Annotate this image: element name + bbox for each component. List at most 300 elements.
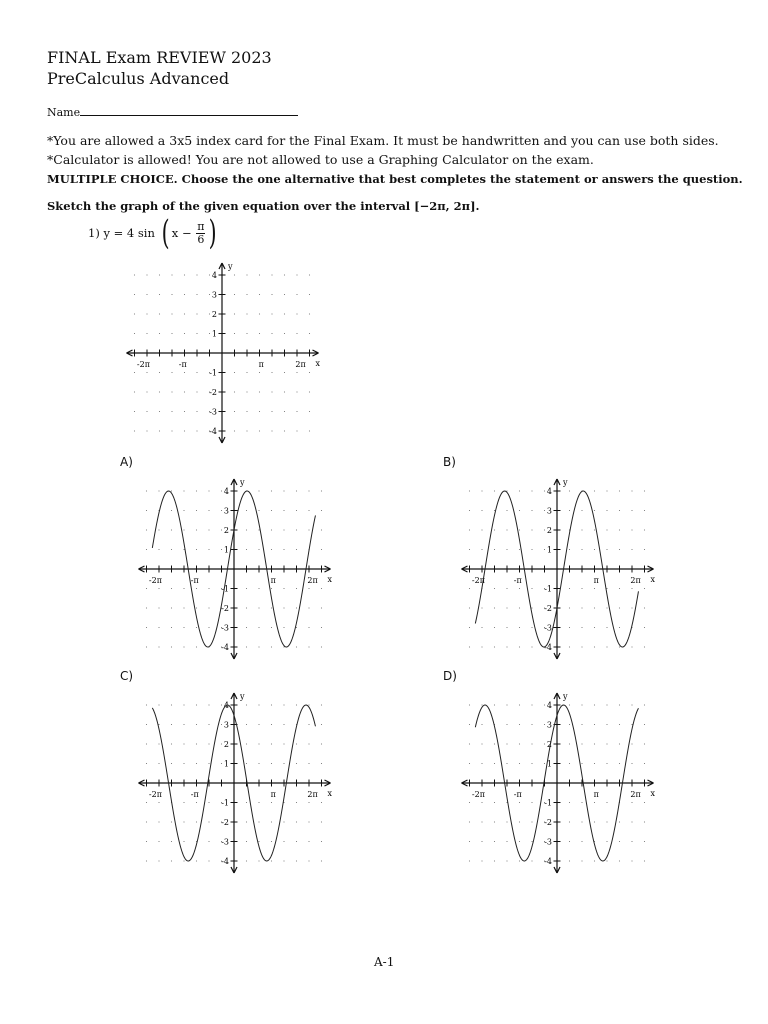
grid-dot xyxy=(519,841,520,842)
grid-dot xyxy=(208,588,209,589)
grid-dot xyxy=(569,821,570,822)
y-tick-label: -2 xyxy=(221,604,229,613)
grid-dot xyxy=(271,841,272,842)
x-tick-label: -2π xyxy=(148,790,162,799)
grid-dot xyxy=(321,510,322,511)
grid-dot xyxy=(469,763,470,764)
grid-dot xyxy=(296,294,297,295)
y-tick-label: -3 xyxy=(544,837,552,847)
grid-dot xyxy=(284,294,285,295)
y-tick-label: -3 xyxy=(221,623,229,633)
grid-dot xyxy=(481,841,482,842)
grid-dot xyxy=(258,743,259,744)
grid-dot xyxy=(619,588,620,589)
x-tick-label: -2π xyxy=(471,790,485,799)
grid-dot xyxy=(321,763,322,764)
grid-dot xyxy=(208,763,209,764)
grid-dot xyxy=(209,313,210,314)
grid-dot xyxy=(259,430,260,431)
fraction-denominator: 6 xyxy=(197,232,205,246)
option-c-graph[interactable] xyxy=(130,684,340,904)
option-c-label[interactable]: C) xyxy=(120,669,134,683)
grid-dot xyxy=(519,529,520,530)
grid-dot xyxy=(469,821,470,822)
name-field[interactable] xyxy=(80,104,298,116)
grid-dot xyxy=(481,510,482,511)
grid-dot xyxy=(506,724,507,725)
grid-dot xyxy=(159,372,160,373)
grid-dot xyxy=(631,704,632,705)
grid-dot xyxy=(494,841,495,842)
grid-dot xyxy=(271,802,272,803)
equation-lhs: y = 4 sin xyxy=(103,226,155,240)
blank-graph[interactable] xyxy=(120,257,320,457)
grid-dot xyxy=(296,627,297,628)
grid-dot xyxy=(208,490,209,491)
grid-dot xyxy=(569,627,570,628)
grid-dot xyxy=(321,549,322,550)
grid-dot xyxy=(221,529,222,530)
grid-dot xyxy=(221,549,222,550)
grid-dot xyxy=(183,646,184,647)
grid-dot xyxy=(146,333,147,334)
grid-dot xyxy=(221,490,222,491)
grid-dot xyxy=(481,529,482,530)
option-b-graph[interactable] xyxy=(453,470,663,690)
y-tick-label: -1 xyxy=(209,368,217,378)
y-tick-label: 4 xyxy=(223,487,229,496)
grid-dot xyxy=(644,841,645,842)
grid-dot xyxy=(308,490,309,491)
grid-dot xyxy=(246,274,247,275)
grid-dot xyxy=(271,607,272,608)
grid-dot xyxy=(246,411,247,412)
grid-dot xyxy=(284,411,285,412)
grid-dot xyxy=(146,391,147,392)
y-tick-label: -4 xyxy=(221,857,229,866)
grid-dot xyxy=(606,627,607,628)
grid-dot xyxy=(158,607,159,608)
x-tick-label: -π xyxy=(513,790,522,799)
grid-dot xyxy=(196,510,197,511)
y-tick-label: 3 xyxy=(223,720,229,730)
grid-dot xyxy=(146,607,147,608)
grid-dot xyxy=(196,529,197,530)
grid-dot xyxy=(296,646,297,647)
grid-dot xyxy=(606,743,607,744)
grid-dot xyxy=(271,724,272,725)
grid-dot xyxy=(134,391,135,392)
grid-dot xyxy=(271,821,272,822)
grid-dot xyxy=(183,490,184,491)
grid-dot xyxy=(519,802,520,803)
grid-dot xyxy=(581,549,582,550)
grid-dot xyxy=(221,704,222,705)
grid-dot xyxy=(134,313,135,314)
grid-dot xyxy=(531,724,532,725)
grid-dot xyxy=(283,743,284,744)
fraction xyxy=(196,221,205,246)
grid-dot xyxy=(594,588,595,589)
page-title: FINAL Exam REVIEW 2023 xyxy=(47,48,272,67)
grid-dot xyxy=(531,549,532,550)
grid-dot xyxy=(594,860,595,861)
grid-dot xyxy=(259,294,260,295)
x-tick-label: π xyxy=(270,790,276,799)
y-tick-label: 2 xyxy=(211,310,217,319)
grid-dot xyxy=(196,802,197,803)
grid-dot xyxy=(271,763,272,764)
grid-dot xyxy=(469,860,470,861)
grid-dot xyxy=(283,763,284,764)
grid-dot xyxy=(246,802,247,803)
grid-dot xyxy=(171,529,172,530)
grid-dot xyxy=(171,588,172,589)
grid-dot xyxy=(183,607,184,608)
grid-dot xyxy=(531,802,532,803)
y-tick-label: 1 xyxy=(546,545,552,555)
grid-dot xyxy=(283,510,284,511)
y-tick-label: 4 xyxy=(546,701,552,710)
grid-dot xyxy=(619,743,620,744)
grid-dot xyxy=(321,607,322,608)
grid-dot xyxy=(234,294,235,295)
grid-dot xyxy=(296,313,297,314)
grid-dot xyxy=(146,274,147,275)
grid-dot xyxy=(321,802,322,803)
grid-dot xyxy=(246,704,247,705)
grid-dot xyxy=(234,430,235,431)
grid-dot xyxy=(196,821,197,822)
grid-dot xyxy=(494,588,495,589)
grid-dot xyxy=(146,841,147,842)
grid-dot xyxy=(644,607,645,608)
grid-dot xyxy=(283,860,284,861)
grid-dot xyxy=(171,430,172,431)
grid-dot xyxy=(631,860,632,861)
grid-dot xyxy=(158,588,159,589)
grid-dot xyxy=(481,763,482,764)
grid-dot xyxy=(631,743,632,744)
grid-dot xyxy=(569,704,570,705)
grid-dot xyxy=(246,841,247,842)
grid-dot xyxy=(246,529,247,530)
grid-dot xyxy=(208,549,209,550)
grid-dot xyxy=(581,743,582,744)
grid-dot xyxy=(271,333,272,334)
grid-dot xyxy=(544,763,545,764)
grid-dot xyxy=(146,313,147,314)
grid-dot xyxy=(296,372,297,373)
grid-dot xyxy=(146,860,147,861)
y-tick-label: -2 xyxy=(544,604,552,613)
grid-dot xyxy=(544,529,545,530)
grid-dot xyxy=(519,724,520,725)
y-tick-label: 3 xyxy=(546,506,552,516)
grid-dot xyxy=(506,704,507,705)
grid-dot xyxy=(271,743,272,744)
grid-dot xyxy=(544,510,545,511)
grid-dot xyxy=(258,510,259,511)
grid-dot xyxy=(208,802,209,803)
x-tick-label: -π xyxy=(190,576,199,585)
grid-dot xyxy=(258,627,259,628)
grid-dot xyxy=(246,821,247,822)
grid-dot xyxy=(506,646,507,647)
grid-dot xyxy=(184,391,185,392)
y-tick-label: 3 xyxy=(211,290,217,300)
grid-dot xyxy=(159,430,160,431)
y-tick-label: 2 xyxy=(223,740,229,749)
grid-dot xyxy=(158,763,159,764)
grid-dot xyxy=(308,704,309,705)
grid-dot xyxy=(321,860,322,861)
x-tick-label: 2π xyxy=(630,576,641,585)
fraction-numerator: π xyxy=(197,219,205,233)
grid-dot xyxy=(494,549,495,550)
grid-dot xyxy=(594,743,595,744)
grid-dot xyxy=(183,704,184,705)
grid-dot xyxy=(284,274,285,275)
grid-dot xyxy=(259,274,260,275)
grid-dot xyxy=(309,333,310,334)
x-tick-label: -π xyxy=(178,360,187,369)
grid-dot xyxy=(234,313,235,314)
grid-dot xyxy=(158,490,159,491)
grid-dot xyxy=(196,372,197,373)
grid-dot xyxy=(171,841,172,842)
grid-dot xyxy=(208,724,209,725)
y-tick-label: -1 xyxy=(221,584,229,594)
grid-dot xyxy=(158,704,159,705)
grid-dot xyxy=(531,607,532,608)
x-axis-label: x xyxy=(650,789,656,798)
grid-dot xyxy=(259,313,260,314)
grid-dot xyxy=(506,627,507,628)
grid-dot xyxy=(481,646,482,647)
grid-dot xyxy=(531,510,532,511)
grid-dot xyxy=(594,510,595,511)
question-equation xyxy=(88,213,220,253)
y-tick-label: 2 xyxy=(223,526,229,535)
grid-dot xyxy=(221,510,222,511)
grid-dot xyxy=(284,372,285,373)
grid-dot xyxy=(594,704,595,705)
grid-dot xyxy=(208,860,209,861)
x-tick-label: 2π xyxy=(307,790,318,799)
grid-dot xyxy=(283,704,284,705)
grid-dot xyxy=(258,646,259,647)
grid-dot xyxy=(581,704,582,705)
grid-dot xyxy=(146,588,147,589)
grid-dot xyxy=(234,411,235,412)
grid-dot xyxy=(619,627,620,628)
grid-dot xyxy=(469,646,470,647)
grid-dot xyxy=(283,627,284,628)
y-tick-label: -3 xyxy=(209,407,217,417)
grid-dot xyxy=(271,588,272,589)
grid-dot xyxy=(283,724,284,725)
grid-dot xyxy=(308,510,309,511)
grid-dot xyxy=(631,763,632,764)
option-b-label[interactable]: B) xyxy=(443,455,456,469)
grid-dot xyxy=(146,372,147,373)
x-tick-label: -2π xyxy=(471,576,485,585)
grid-dot xyxy=(308,841,309,842)
grid-dot xyxy=(183,549,184,550)
grid-dot xyxy=(309,274,310,275)
y-tick-label: -3 xyxy=(544,623,552,633)
grid-dot xyxy=(246,333,247,334)
grid-dot xyxy=(494,646,495,647)
right-paren: ) xyxy=(209,213,218,253)
option-d-label[interactable]: D) xyxy=(443,669,457,683)
grid-dot xyxy=(581,763,582,764)
y-tick-label: 3 xyxy=(223,506,229,516)
grid-dot xyxy=(631,529,632,530)
grid-dot xyxy=(183,860,184,861)
grid-dot xyxy=(146,430,147,431)
y-tick-label: 1 xyxy=(546,759,552,769)
name-field-row xyxy=(47,104,298,119)
grid-dot xyxy=(494,627,495,628)
grid-dot xyxy=(246,391,247,392)
grid-dot xyxy=(481,860,482,861)
grid-dot xyxy=(171,372,172,373)
grid-dot xyxy=(594,821,595,822)
grid-dot xyxy=(146,411,147,412)
grid-dot xyxy=(296,802,297,803)
grid-dot xyxy=(519,588,520,589)
grid-dot xyxy=(309,430,310,431)
grid-dot xyxy=(296,490,297,491)
grid-dot xyxy=(146,646,147,647)
grid-dot xyxy=(581,821,582,822)
grid-dot xyxy=(481,802,482,803)
option-a-graph[interactable] xyxy=(130,470,340,690)
equation-inner: x − xyxy=(171,226,192,240)
grid-dot xyxy=(519,510,520,511)
grid-dot xyxy=(469,627,470,628)
grid-dot xyxy=(531,841,532,842)
grid-dot xyxy=(631,607,632,608)
grid-dot xyxy=(606,588,607,589)
grid-dot xyxy=(631,490,632,491)
grid-dot xyxy=(321,704,322,705)
grid-dot xyxy=(158,860,159,861)
grid-dot xyxy=(234,391,235,392)
grid-dot xyxy=(519,607,520,608)
grid-dot xyxy=(209,274,210,275)
grid-dot xyxy=(283,490,284,491)
x-tick-label: 2π xyxy=(307,576,318,585)
grid-dot xyxy=(171,627,172,628)
grid-dot xyxy=(606,607,607,608)
grid-dot xyxy=(234,372,235,373)
grid-dot xyxy=(234,333,235,334)
grid-dot xyxy=(271,704,272,705)
grid-dot xyxy=(506,743,507,744)
grid-dot xyxy=(321,646,322,647)
option-d-graph[interactable] xyxy=(453,684,663,904)
grid-dot xyxy=(246,549,247,550)
grid-dot xyxy=(258,529,259,530)
question-prompt: Sketch the graph of the given equation over the interval [−2π, 2π]. xyxy=(47,199,480,213)
grid-dot xyxy=(321,588,322,589)
grid-dot xyxy=(506,588,507,589)
grid-dot xyxy=(258,841,259,842)
grid-dot xyxy=(581,588,582,589)
y-tick-label: -1 xyxy=(221,798,229,808)
grid-dot xyxy=(246,510,247,511)
grid-dot xyxy=(259,391,260,392)
grid-dot xyxy=(308,860,309,861)
grid-dot xyxy=(569,588,570,589)
grid-dot xyxy=(296,743,297,744)
grid-dot xyxy=(581,607,582,608)
grid-dot xyxy=(171,821,172,822)
grid-dot xyxy=(631,510,632,511)
grid-dot xyxy=(469,490,470,491)
grid-dot xyxy=(606,646,607,647)
grid-dot xyxy=(184,411,185,412)
grid-dot xyxy=(246,372,247,373)
grid-dot xyxy=(506,510,507,511)
grid-dot xyxy=(581,510,582,511)
grid-dot xyxy=(606,724,607,725)
grid-dot xyxy=(581,529,582,530)
grid-dot xyxy=(531,704,532,705)
grid-dot xyxy=(296,860,297,861)
grid-dot xyxy=(271,860,272,861)
grid-dot xyxy=(171,743,172,744)
y-tick-label: -2 xyxy=(221,818,229,827)
grid-dot xyxy=(159,411,160,412)
grid-dot xyxy=(296,529,297,530)
grid-dot xyxy=(184,274,185,275)
grid-dot xyxy=(184,372,185,373)
grid-dot xyxy=(208,743,209,744)
grid-dot xyxy=(271,372,272,373)
x-axis-label: x xyxy=(327,575,333,584)
option-a-label[interactable]: A) xyxy=(120,455,133,469)
grid-dot xyxy=(296,430,297,431)
grid-dot xyxy=(258,588,259,589)
grid-dot xyxy=(506,821,507,822)
grid-dot xyxy=(569,841,570,842)
grid-dot xyxy=(631,821,632,822)
grid-dot xyxy=(644,490,645,491)
grid-dot xyxy=(594,763,595,764)
grid-dot xyxy=(146,294,147,295)
grid-dot xyxy=(569,860,570,861)
grid-dot xyxy=(644,821,645,822)
grid-dot xyxy=(569,510,570,511)
grid-dot xyxy=(258,549,259,550)
grid-dot xyxy=(171,646,172,647)
grid-dot xyxy=(271,549,272,550)
grid-dot xyxy=(196,313,197,314)
grid-dot xyxy=(258,724,259,725)
grid-dot xyxy=(284,313,285,314)
grid-dot xyxy=(296,821,297,822)
grid-dot xyxy=(246,607,247,608)
y-tick-label: 1 xyxy=(223,545,229,555)
grid-dot xyxy=(631,724,632,725)
grid-dot xyxy=(606,529,607,530)
grid-dot xyxy=(581,627,582,628)
grid-dot xyxy=(519,646,520,647)
